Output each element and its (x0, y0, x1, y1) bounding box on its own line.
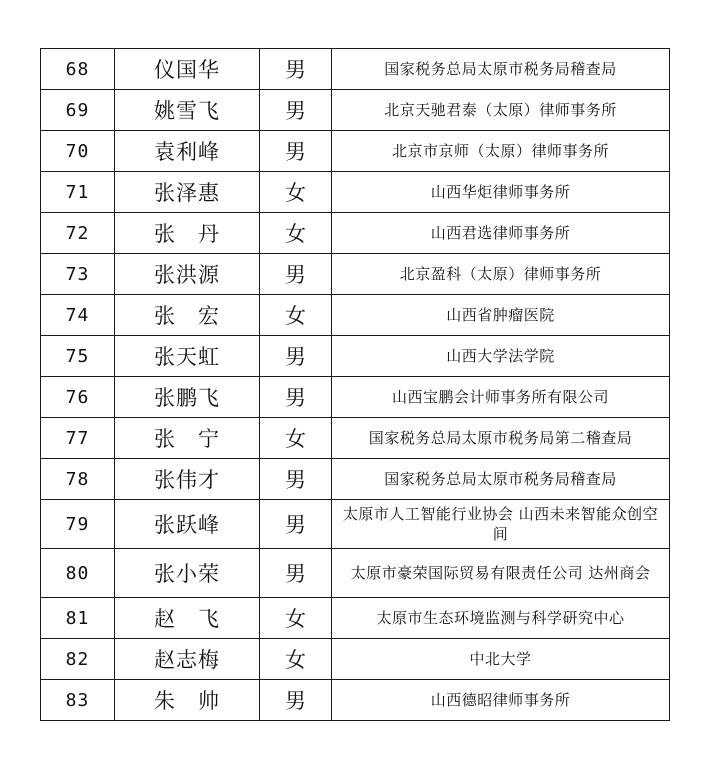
member-gender: 女 (260, 295, 332, 336)
member-gender: 男 (260, 680, 332, 721)
member-gender: 女 (260, 172, 332, 213)
table-row (41, 49, 670, 90)
member-organization: 国家税务总局太原市税务局稽查局 (332, 459, 670, 500)
row-number: 80 (41, 549, 115, 598)
member-gender: 男 (260, 131, 332, 172)
member-name: 赵志梅 (115, 639, 260, 680)
table-row (41, 172, 670, 213)
member-name: 张伟才 (115, 459, 260, 500)
table-row (41, 639, 670, 680)
row-number: 77 (41, 418, 115, 459)
member-organization: 山西省肿瘤医院 (332, 295, 670, 336)
table-row (41, 418, 670, 459)
row-number: 81 (41, 598, 115, 639)
member-organization: 太原市人工智能行业协会 山西未来智能众创空间 (332, 500, 670, 549)
table-row (41, 254, 670, 295)
member-gender: 男 (260, 90, 332, 131)
member-organization: 国家税务总局太原市税务局第二稽查局 (332, 418, 670, 459)
row-number: 82 (41, 639, 115, 680)
member-organization: 山西君选律师事务所 (332, 213, 670, 254)
member-gender: 女 (260, 418, 332, 459)
member-name: 赵 飞 (115, 598, 260, 639)
member-name: 张鹏飞 (115, 377, 260, 418)
member-name: 张 丹 (115, 213, 260, 254)
member-gender: 女 (260, 639, 332, 680)
table-row (41, 377, 670, 418)
row-number: 74 (41, 295, 115, 336)
row-number: 72 (41, 213, 115, 254)
table-row (41, 213, 670, 254)
table-row (41, 459, 670, 500)
member-gender: 女 (260, 213, 332, 254)
member-name: 仪国华 (115, 49, 260, 90)
row-number: 83 (41, 680, 115, 721)
member-name: 张泽惠 (115, 172, 260, 213)
table-row (41, 598, 670, 639)
member-name: 姚雪飞 (115, 90, 260, 131)
table-row (41, 549, 670, 598)
table-row (41, 90, 670, 131)
row-number: 75 (41, 336, 115, 377)
member-organization: 山西华炬律师事务所 (332, 172, 670, 213)
table-row (41, 295, 670, 336)
row-number: 69 (41, 90, 115, 131)
row-number: 78 (41, 459, 115, 500)
table-row (41, 336, 670, 377)
member-organization: 中北大学 (332, 639, 670, 680)
row-number: 68 (41, 49, 115, 90)
member-name: 张 宏 (115, 295, 260, 336)
member-name: 张 宁 (115, 418, 260, 459)
member-name: 张跃峰 (115, 500, 260, 549)
member-gender: 男 (260, 254, 332, 295)
member-organization: 国家税务总局太原市税务局稽查局 (332, 49, 670, 90)
row-number: 73 (41, 254, 115, 295)
member-roster-table (40, 48, 670, 721)
member-gender: 女 (260, 598, 332, 639)
member-name: 袁利峰 (115, 131, 260, 172)
table-row (41, 680, 670, 721)
row-number: 76 (41, 377, 115, 418)
member-organization: 北京市京师（太原）律师事务所 (332, 131, 670, 172)
member-name: 朱 帅 (115, 680, 260, 721)
member-organization: 山西宝鹏会计师事务所有限公司 (332, 377, 670, 418)
table-row (41, 131, 670, 172)
member-gender: 男 (260, 49, 332, 90)
member-organization: 北京天驰君泰（太原）律师事务所 (332, 90, 670, 131)
member-organization: 山西大学法学院 (332, 336, 670, 377)
member-name: 张洪源 (115, 254, 260, 295)
member-organization: 北京盈科（太原）律师事务所 (332, 254, 670, 295)
row-number: 71 (41, 172, 115, 213)
member-gender: 男 (260, 377, 332, 418)
row-number: 79 (41, 500, 115, 549)
member-gender: 男 (260, 459, 332, 500)
member-name: 张小荣 (115, 549, 260, 598)
row-number: 70 (41, 131, 115, 172)
member-organization: 太原市生态环境监测与科学研究中心 (332, 598, 670, 639)
member-organization: 山西德昭律师事务所 (332, 680, 670, 721)
member-name: 张天虹 (115, 336, 260, 377)
table-row (41, 500, 670, 549)
member-organization: 太原市豪荣国际贸易有限责任公司 达州商会 (332, 549, 670, 598)
member-gender: 男 (260, 549, 332, 598)
member-gender: 男 (260, 336, 332, 377)
member-gender: 男 (260, 500, 332, 549)
